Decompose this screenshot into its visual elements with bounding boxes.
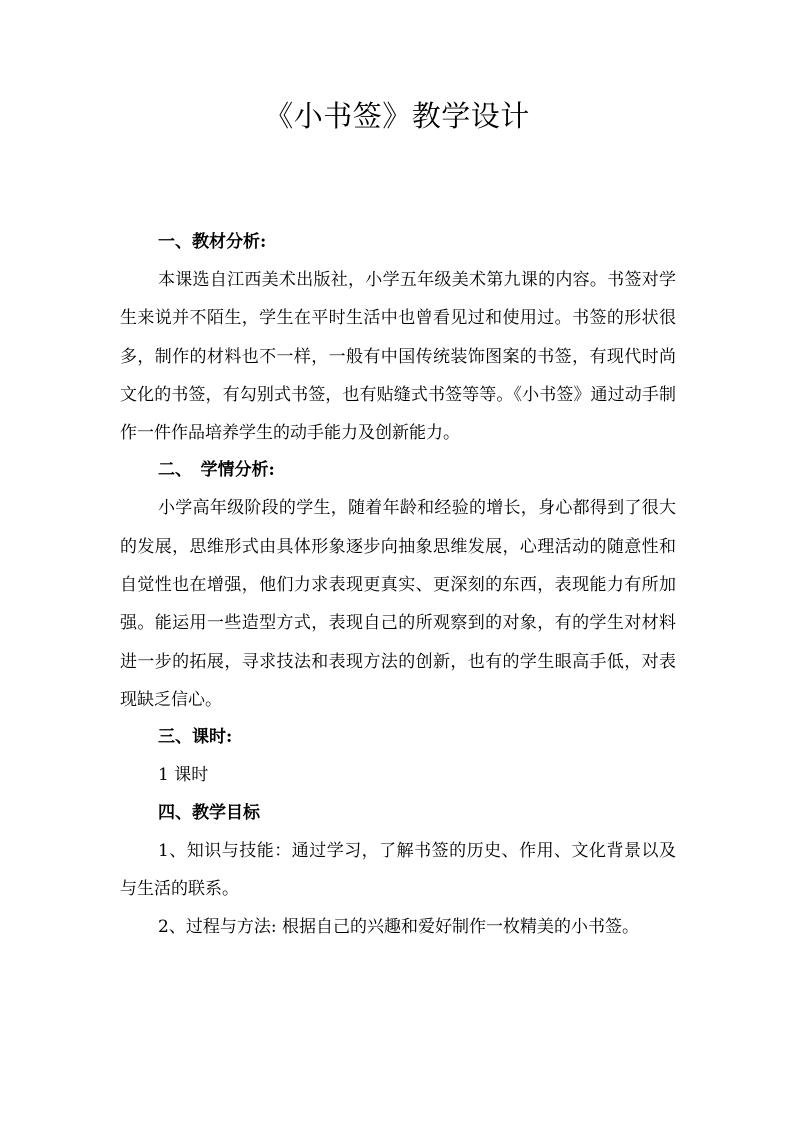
section-text-hours: 1 课时 — [158, 765, 209, 786]
document-title: 《小书签》教学设计 — [264, 99, 530, 133]
goal-item-knowledge: 1、知识与技能：通过学习，了解书签的历史、作用、文化背景以及与生活的联系。 — [120, 840, 676, 899]
section-text-learners: 小学高年级阶段的学生，随着年龄和经验的增长，身心都得到了很大的发展，思维形式由具体形象逐步向抽象思维发展，心理活动的随意性和自觉性也在增强，他们力求表现更真实、更深刻的东西，表现能力有所加强。能运用一些造型方式，表现自己的所观察到的对象，有的学生对材料进一步的拓展，寻求技法和表现方法的创新，也有的学生眼高手低，对表现缺乏信心。 — [120, 498, 676, 710]
document-body — [120, 224, 676, 946]
goal-item-process: 2、过程与方法: 根据自己的兴趣和爱好制作一枚精美的小书签。 — [158, 917, 639, 938]
section-heading-goals: 四、教学目标 — [158, 802, 260, 823]
section-text-materials: 本课选自江西美术出版社，小学五年级美术第九课的内容。书签对学生来说并不陌生，学生在平时生活中也曾看见过和使用过。书签的形状很多，制作的材料也不一样，一般有中国传统装饰图案的书签，有现代时尚文化的书签，有勾别式书签，也有贴缝式书签等等。《小书签》通过动手制作一件作品培养学生的动手能力及创新能力。 — [120, 270, 676, 444]
section-heading-materials: 一、教材分析: — [158, 232, 267, 252]
section-heading-hours: 三、课时: — [158, 727, 233, 748]
section-heading-learners: 二、 学情分析: — [158, 460, 275, 481]
